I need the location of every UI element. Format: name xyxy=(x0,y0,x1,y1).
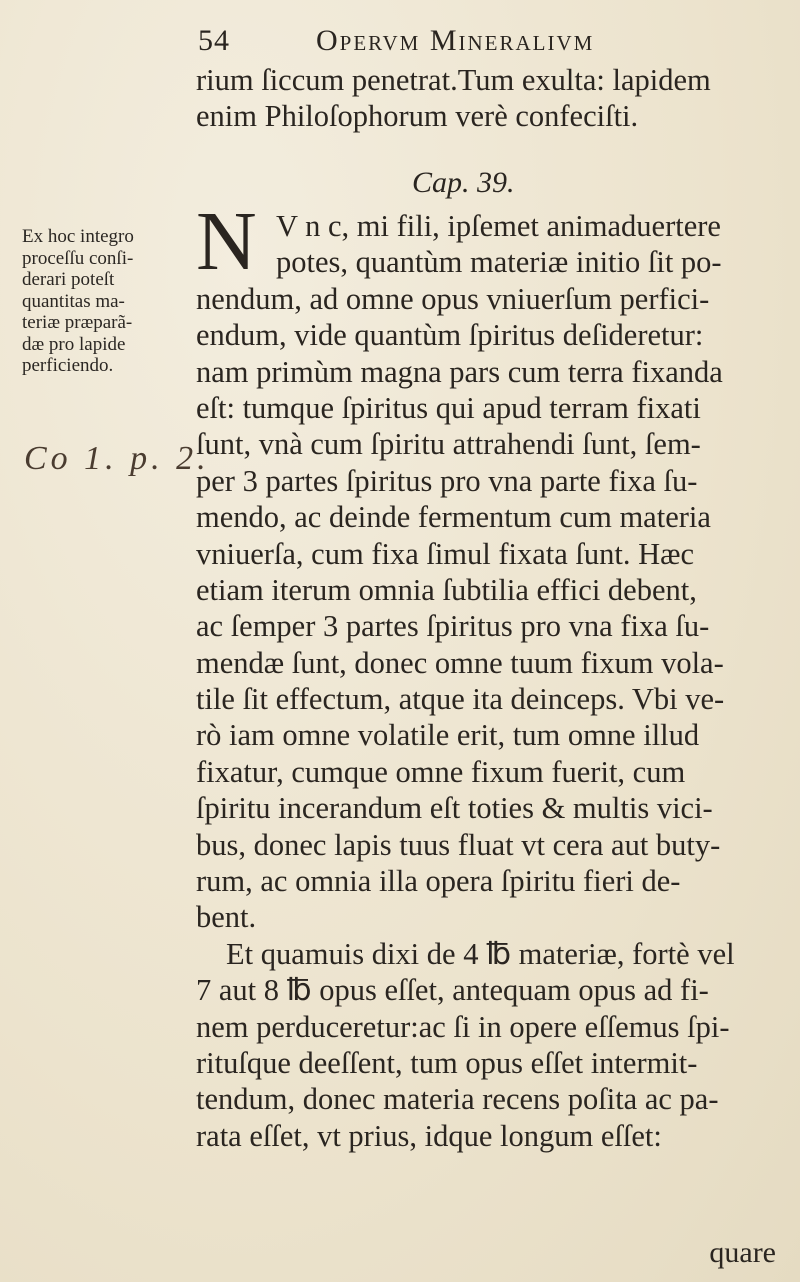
margin-line: dæ pro lapide xyxy=(22,333,126,355)
text-line: nem perduceretur:ac ſi in opere eſſemus ſpi- xyxy=(196,1009,730,1044)
text-line: 7 aut 8 ℔ opus eſſet, antequam opus ad fi- xyxy=(196,973,709,1008)
text-line: tile ſit effectum, atque ita deinceps. Vbi ve- xyxy=(196,682,725,717)
chapter-heading: Cap. 39. xyxy=(412,166,515,199)
text-line: endum, vide quantùm ſpiritus deſideretur: xyxy=(196,318,704,353)
text-line: ſpiritu incerandum eſt toties & multis vici- xyxy=(196,791,713,826)
text-line: ac ſemper 3 partes ſpiritus pro vna fixa ſu- xyxy=(196,609,710,644)
text-line: rata eſſet, vt prius, idque longum eſſet: xyxy=(196,1118,662,1153)
margin-line: teriæ præparã- xyxy=(22,312,133,333)
drop-cap: N xyxy=(196,195,257,288)
page-number: 54 xyxy=(198,24,230,57)
margin-line: perficiendo. xyxy=(22,355,114,376)
text-line: rò iam omne volatile erit, tum omne illud xyxy=(196,718,700,753)
text-line: rituſque deeſſent, tum opus eſſet intermit- xyxy=(196,1045,698,1080)
margin-line: proceſſu conſi- xyxy=(22,247,134,269)
running-title: Opervm Mineralivm xyxy=(316,24,595,57)
margin-line: quantitas ma- xyxy=(22,290,125,312)
text-line: eſt: tumque ſpiritus qui apud terram fixati xyxy=(196,390,701,425)
text-line: mendæ ſunt, donec omne tuum fixum vola- xyxy=(196,645,724,680)
text-line: potes, quantùm materiæ initio ſit po- xyxy=(276,245,722,280)
text-line: nam primùm magna pars cum terra fixanda xyxy=(196,354,723,389)
text-line: per 3 partes ſpiritus pro vna parte fixa ſu- xyxy=(196,463,698,498)
text-line: bus, donec lapis tuus fluat vt cera aut buty- xyxy=(196,827,721,862)
text-line: Et quamuis dixi de 4 ℔ materiæ, fortè vel xyxy=(226,936,735,971)
text-line: nendum, ad omne opus vniuerſum perfici- xyxy=(196,281,710,316)
margin-note xyxy=(22,226,192,377)
handwritten-annotation: Co 1. p. 2. xyxy=(24,440,210,477)
text-line: ſunt, vnà cum ſpiritu attrahendi ſunt, ſem- xyxy=(196,427,701,462)
text-line: V n c, mi fili, ipſemet animaduertere xyxy=(276,209,721,243)
text-line: tendum, donec materia recens poſita ac pa- xyxy=(196,1082,719,1117)
text-line: etiam iterum omnia ſubtilia effici debent, xyxy=(196,572,697,607)
text-line: rum, ac omnia illa opera ſpiritu fieri de- xyxy=(196,864,681,899)
margin-line: Ex hoc integro xyxy=(22,226,134,247)
margin-line: derari poteſt xyxy=(22,269,115,290)
text-line: fixatur, cumque omne fixum fuerit, cum xyxy=(196,754,686,789)
text-line: bent. xyxy=(196,900,257,935)
text-line: rium ſiccum penetrat.Tum exulta: lapidem xyxy=(196,63,711,97)
running-header xyxy=(198,22,778,62)
opening-lines xyxy=(196,62,786,135)
catchword: quare xyxy=(709,1236,776,1269)
text-line: mendo, ac deinde fermentum cum materia xyxy=(196,500,711,535)
chapter-text xyxy=(196,208,786,1154)
text-line: enim Philoſophorum verè confeciſti. xyxy=(196,99,639,134)
text-line: vniuerſa, cum fixa ſimul fixata ſunt. Hæc xyxy=(196,536,695,571)
